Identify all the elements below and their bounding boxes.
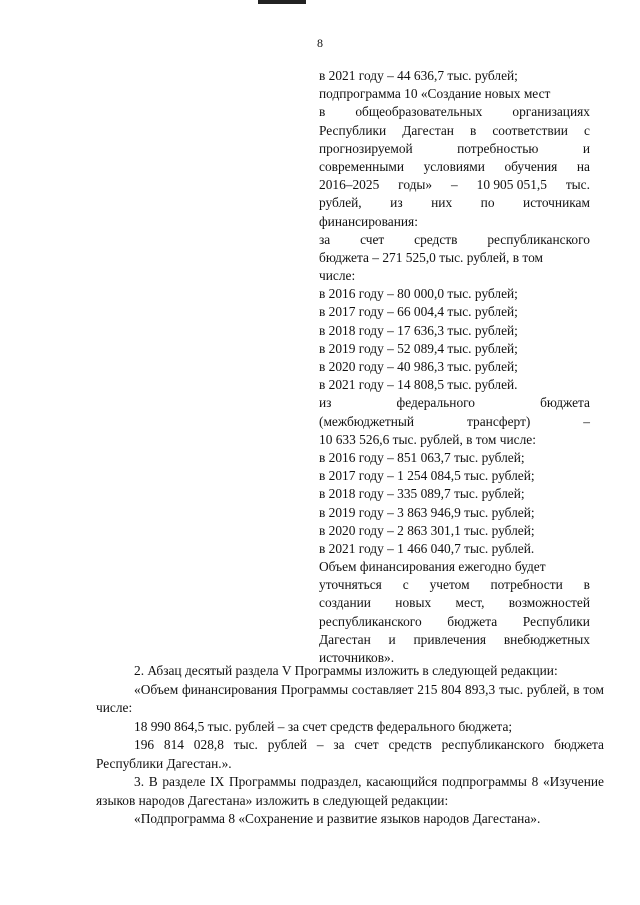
column-line: бюджета – 271 525,0 тыс. рублей, в том bbox=[319, 249, 543, 265]
column-word: счет bbox=[360, 231, 385, 247]
column-line bbox=[319, 576, 590, 594]
column-word: Дагестан bbox=[319, 631, 371, 647]
column-word: организациях bbox=[512, 104, 590, 120]
column-line: в 2019 году – 52 089,4 тыс. рублей; bbox=[319, 340, 518, 356]
column-word: рублей, bbox=[319, 195, 362, 211]
scan-mark bbox=[258, 0, 306, 4]
column-word: в bbox=[469, 122, 477, 138]
column-word: с bbox=[402, 577, 409, 593]
column-line: в 2018 году – 17 636,3 тыс. рублей; bbox=[319, 322, 518, 338]
column-word: республиканского bbox=[487, 231, 590, 247]
column-word: Дагестан bbox=[402, 122, 454, 138]
column-word: современными bbox=[319, 158, 404, 174]
column-word: средств bbox=[414, 231, 458, 247]
document-body bbox=[96, 662, 604, 829]
column-line bbox=[319, 613, 590, 631]
page-number: 8 bbox=[317, 36, 323, 50]
column-word: в bbox=[583, 577, 590, 593]
column-word: и bbox=[582, 140, 590, 156]
column-word: учетом bbox=[429, 577, 470, 593]
column-line: подпрограмма 10 «Создание новых мест bbox=[319, 86, 551, 102]
column-word: соответствии bbox=[492, 122, 568, 138]
column-line: в 2019 году – 3 863 946,9 тыс. рублей; bbox=[319, 504, 535, 520]
column-word: потребностью bbox=[457, 140, 539, 156]
federal-budget-line: 18 990 864,5 тыс. рублей – за счет средств федерального бюджета; bbox=[134, 718, 513, 734]
column-word: – bbox=[583, 413, 590, 429]
column-word: республиканского bbox=[319, 613, 422, 629]
column-word: прогнозируемой bbox=[319, 140, 413, 156]
column-word: создании bbox=[319, 595, 371, 611]
column-line bbox=[319, 394, 590, 412]
column-word: потребности bbox=[490, 577, 563, 593]
column-line: в 2021 году – 14 808,5 тыс. рублей. bbox=[319, 377, 518, 393]
item-3-paragraph: 3. В разделе IX Программы подраздел, касающийся подпрограммы 8 «Изучение языков народов Дагестана» изложить в следующей редакции: bbox=[96, 774, 604, 808]
column-line bbox=[319, 413, 590, 431]
column-line bbox=[319, 122, 590, 140]
column-line bbox=[319, 176, 590, 194]
column-word: бюджета bbox=[447, 613, 498, 629]
column-line bbox=[319, 231, 590, 249]
column-word: них bbox=[431, 195, 453, 211]
column-word: с bbox=[584, 122, 590, 138]
column-word: возможностей bbox=[508, 595, 590, 611]
item-3-quote: «Подпрограмма 8 «Сохранение и развитие языков народов Дагестана». bbox=[134, 811, 541, 826]
column-line: 10 633 526,6 тыс. рублей, в том числе: bbox=[319, 431, 536, 447]
item-2-paragraph: 2. Абзац десятый раздела V Программы изложить в следующей редакции: bbox=[134, 663, 558, 678]
subprogram-funding-column bbox=[319, 67, 590, 667]
column-line: в 2018 году – 335 089,7 тыс. рублей; bbox=[319, 486, 525, 502]
column-word: из bbox=[319, 395, 332, 411]
column-line: в 2016 году – 80 000,0 тыс. рублей; bbox=[319, 286, 518, 302]
column-line bbox=[319, 194, 590, 212]
column-line: в 2016 году – 851 063,7 тыс. рублей; bbox=[319, 449, 525, 465]
column-word: из bbox=[390, 195, 403, 211]
column-word: федерального bbox=[396, 395, 475, 411]
column-word: на bbox=[576, 158, 590, 174]
column-word: обучения bbox=[504, 158, 558, 174]
column-line: числе: bbox=[319, 268, 356, 284]
column-line: в 2020 году – 40 986,3 тыс. рублей; bbox=[319, 359, 518, 374]
column-word: в bbox=[319, 104, 326, 120]
column-line: в 2021 году – 44 636,7 тыс. рублей; bbox=[319, 68, 518, 83]
column-word: условиями bbox=[423, 158, 485, 174]
column-line: в 2017 году – 1 254 084,5 тыс. рублей; bbox=[319, 468, 535, 484]
column-line: Объем финансирования ежегодно будет bbox=[319, 559, 546, 575]
column-word: годы» bbox=[398, 177, 433, 193]
column-word: тыс. bbox=[565, 177, 590, 193]
column-word: мест, bbox=[455, 595, 485, 611]
column-line bbox=[319, 140, 590, 158]
column-word: и bbox=[388, 631, 396, 647]
column-line: в 2021 году – 1 466 040,7 тыс. рублей. bbox=[319, 540, 535, 556]
column-word: источникам bbox=[523, 195, 590, 211]
column-word: бюджета bbox=[540, 395, 590, 411]
column-line: источников». bbox=[319, 650, 395, 665]
column-word: уточняться bbox=[319, 577, 382, 593]
column-word: привлечения bbox=[413, 631, 487, 647]
column-word: – bbox=[451, 177, 458, 193]
column-word: 2016–2025 bbox=[319, 177, 380, 193]
column-line: в 2020 году – 2 863 301,1 тыс. рублей; bbox=[319, 522, 535, 538]
column-line bbox=[319, 158, 590, 176]
column-word: Республики bbox=[522, 613, 590, 629]
column-word: 10 905 051,5 bbox=[476, 177, 547, 193]
column-word: внебюджетных bbox=[503, 631, 590, 647]
column-line bbox=[319, 594, 590, 612]
column-line: финансирования: bbox=[319, 213, 418, 229]
item-2-quote: «Объем финансирования Программы составляет 215 804 893,3 тыс. рублей, в том числе: bbox=[96, 681, 604, 715]
column-word: общеобразовательных bbox=[355, 104, 483, 120]
column-word: по bbox=[480, 195, 495, 211]
column-line: в 2017 году – 66 004,4 тыс. рублей; bbox=[319, 304, 518, 320]
column-word: за bbox=[319, 231, 331, 247]
column-word: (межбюджетный bbox=[319, 413, 415, 429]
republic-budget-line: 196 814 028,8 тыс. рублей – за счет средств республиканского бюджета Республики Дагестан.». bbox=[96, 737, 604, 771]
column-word: Республики bbox=[319, 122, 387, 138]
column-line bbox=[319, 631, 590, 649]
column-word: новых bbox=[395, 595, 432, 611]
column-line bbox=[319, 103, 590, 121]
column-word: трансферт) bbox=[467, 413, 531, 429]
